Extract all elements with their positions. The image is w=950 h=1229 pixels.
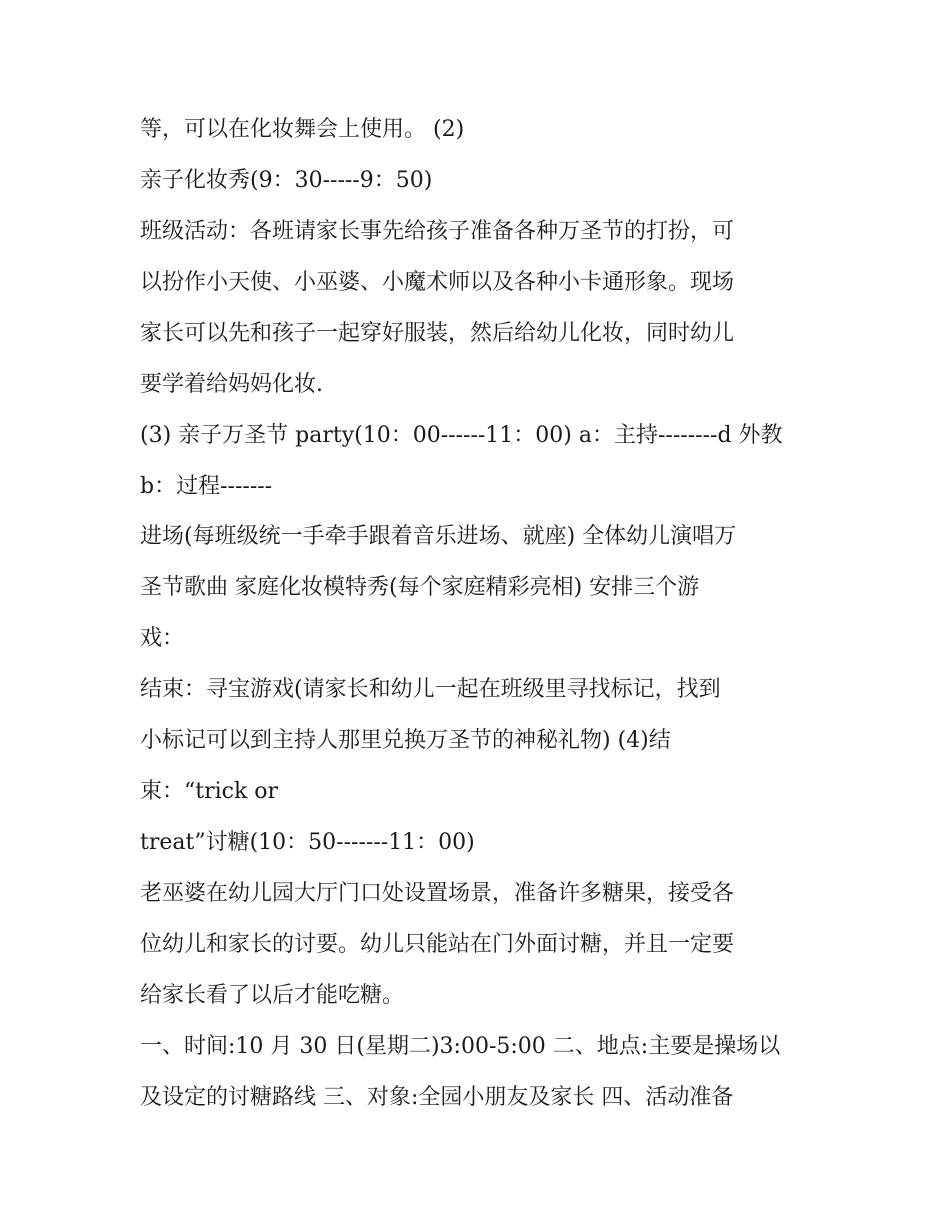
text-line: 束：“trick or (140, 779, 279, 804)
text-line: treat”讨糖(10：50-------11：00) (140, 830, 475, 855)
text-line: 结束：寻宝游戏(请家长和幼儿一起在班级里寻找标记，找到 (140, 677, 721, 702)
text-line: 小标记可以到主持人那里兑换万圣节的神秘礼物) (4)结 (140, 728, 671, 753)
text-line: 班级活动：各班请家长事先给孩子准备各种万圣节的打扮，可 (140, 219, 735, 244)
text-line: 给家长看了以后才能吃糖。 (140, 983, 405, 1008)
text-line: 老巫婆在幼儿园大厅门口处设置场景，准备许多糖果，接受各 (140, 881, 735, 906)
text-line: b：过程------- (140, 474, 273, 499)
text-line: 以扮作小天使、小巫婆、小魔术师以及各种小卡通形象。现场 (140, 270, 735, 295)
text-line: 家长可以先和孩子一起穿好服装，然后给幼儿化妆，同时幼儿 (140, 321, 735, 346)
text-line: 等，可以在化妆舞会上使用。 (2) (140, 117, 465, 142)
text-line: (3) 亲子万圣节 party(10：00------11：00) a：主持--------d 外教 (140, 423, 783, 448)
text-line: 戏： (140, 626, 185, 651)
text-line: 圣节歌曲 家庭化妆模特秀(每个家庭精彩亮相) 安排三个游 (140, 575, 700, 600)
text-line: 位幼儿和家长的讨要。幼儿只能站在门外面讨糖，并且一定要 (140, 932, 735, 957)
text-line: 一、时间:10 月 30 日(星期二)3:00-5:00 二、地点:主要是操场以 (140, 1034, 781, 1059)
text-line: 亲子化妆秀(9：30-----9：50) (140, 168, 433, 193)
text-line: 进场(每班级统一手牵手跟着音乐进场、就座) 全体幼儿演唱万 (140, 524, 737, 549)
text-line: 及设定的讨糖路线 三、对象:全园小朋友及家长 四、活动准备 (140, 1085, 734, 1110)
text-line: 要学着给妈妈化妆. (140, 372, 323, 397)
